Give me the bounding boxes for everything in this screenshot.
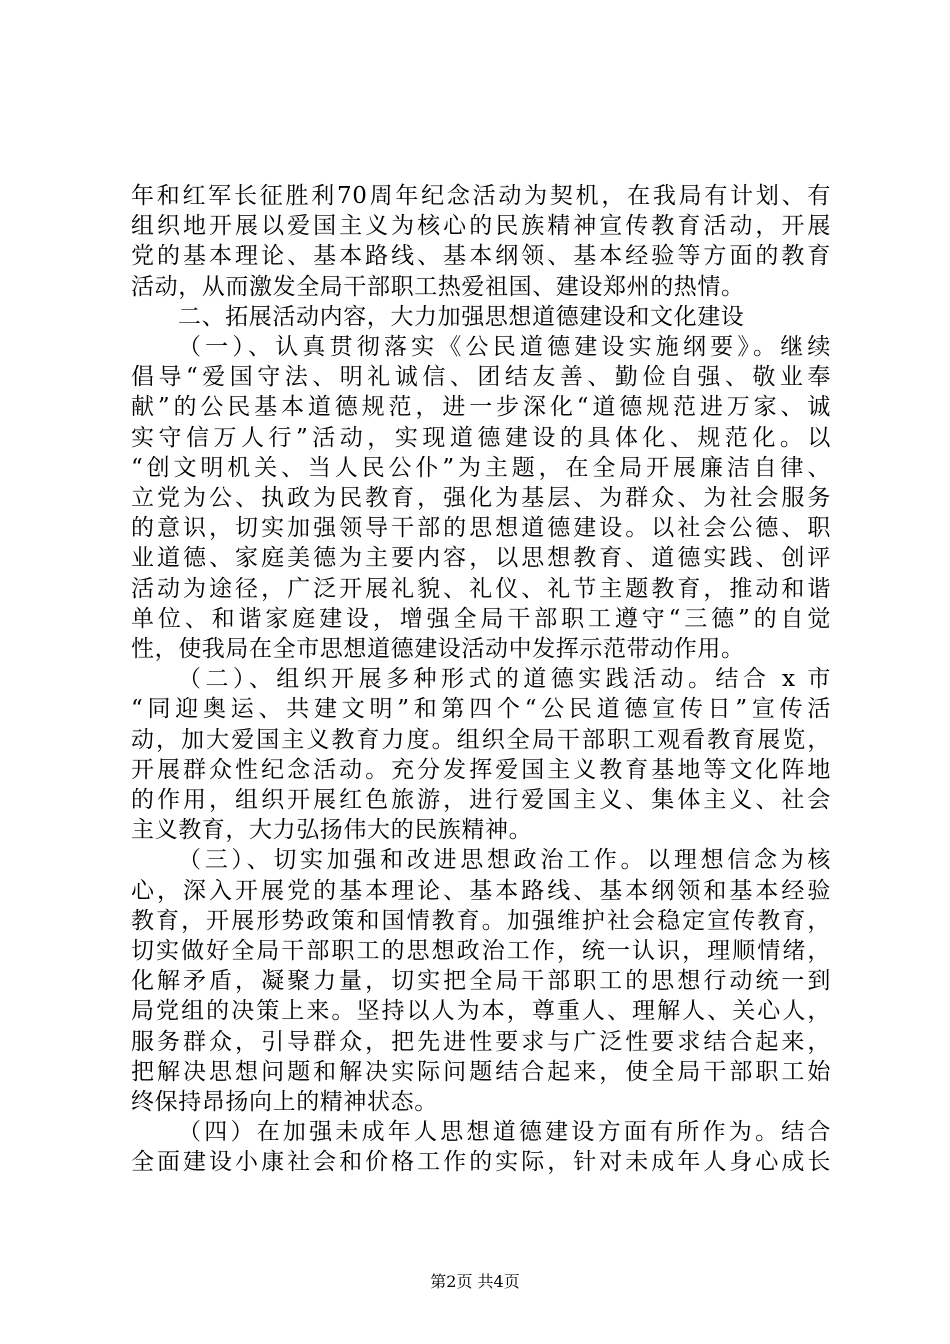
text-line: “创文明机关、当人民公仆”为主题，在全局开展廉洁自律、 [131,454,831,481]
text-line: 组织地开展以爱国主义为核心的民族精神宣传教育活动，开展 [131,213,831,240]
text-line: （四）在加强未成年人思想道德建设方面有所作为。结合 [178,1119,831,1146]
text-line: 献”的公民基本道德规范，进一步深化“道德规范进万家、诚 [131,394,831,421]
text-line: （三）、切实加强和改进思想政治工作。以理想信念为核 [178,847,831,874]
section-heading: 二、拓展活动内容，大力加强思想道德建设和文化建设 [178,303,745,330]
text-line: 业道德、家庭美德为主要内容，以思想教育、道德实践、创评 [131,545,831,572]
text-line: 开展群众性纪念活动。充分发挥爱国主义教育基地等文化阵地 [131,756,831,783]
text-line: 党的基本理论、基本路线、基本纲领、基本经验等方面的教育 [131,243,831,270]
text-line: 终保持昂扬向上的精神状态。 [131,1089,438,1115]
text-line: 动，加大爱国主义教育力度。组织全局干部职工观看教育展览， [131,726,831,753]
text-line: 切实做好全局干部职工的思想政治工作，统一认识，理顺情绪， [131,938,831,964]
text-line: 局党组的决策上来。坚持以人为本，尊重人、理解人、关心人， [131,998,831,1025]
text-line: 实守信万人行”活动，实现道德建设的具体化、规范化。以 [131,424,831,451]
text-line: 教育，开展形势政策和国情教育。加强维护社会稳定宣传教育， [131,907,831,934]
text-line: 立党为公、执政为民教育，强化为基层、为群众、为社会服务 [131,485,831,511]
text-line: 年和红军长征胜利70周年纪念活动为契机，在我局有计划、有 [131,183,831,209]
text-line: （一）、认真贯彻落实《公民道德建设实施纲要》。继续 [178,334,831,360]
text-line: 活动，从而激发全局干部职工热爱祖国、建设郑州的热情。 [131,273,745,300]
text-line: 的意识，切实加强领导干部的思想道德建设。以社会公德、职 [131,515,831,542]
text-line: 心，深入开展党的基本理论、基本路线、基本纲领和基本经验 [131,877,831,904]
text-line: 全面建设小康社会和价格工作的实际，针对未成年人身心成长 [131,1149,831,1176]
text-line: 单位、和谐家庭建设，增强全局干部职工遵守“三德”的自觉 [131,605,831,632]
text-line: 主义教育，大力弘扬伟大的民族精神。 [131,817,533,844]
text-line: 倡导“爱国守法、明礼诚信、团结友善、勤俭自强、敬业奉 [131,364,831,391]
text-line: （二）、组织开展多种形式的道德实践活动。结合 x 市 [178,666,831,693]
text-line: “同迎奥运、共建文明”和第四个“公民道德宣传日”宣传活 [131,696,831,723]
text-line: 服务群众，引导群众，把先进性要求与广泛性要求结合起来， [131,1028,831,1055]
text-line: 把解决思想问题和解决实际问题结合起来，使全局干部职工始 [131,1058,831,1085]
text-line: 化解矛盾，凝聚力量，切实把全局干部职工的思想行动统一到 [131,968,831,995]
text-line: 的作用，组织开展红色旅游，进行爱国主义、集体主义、社会 [131,787,831,813]
text-line: 性，使我局在全市思想道德建设活动中发挥示范带动作用。 [131,636,745,662]
page-footer: 第2页 共4页 [430,1272,520,1291]
text-line: 活动为途径，广泛开展礼貌、礼仪、礼节主题教育，推动和谐 [131,575,831,602]
